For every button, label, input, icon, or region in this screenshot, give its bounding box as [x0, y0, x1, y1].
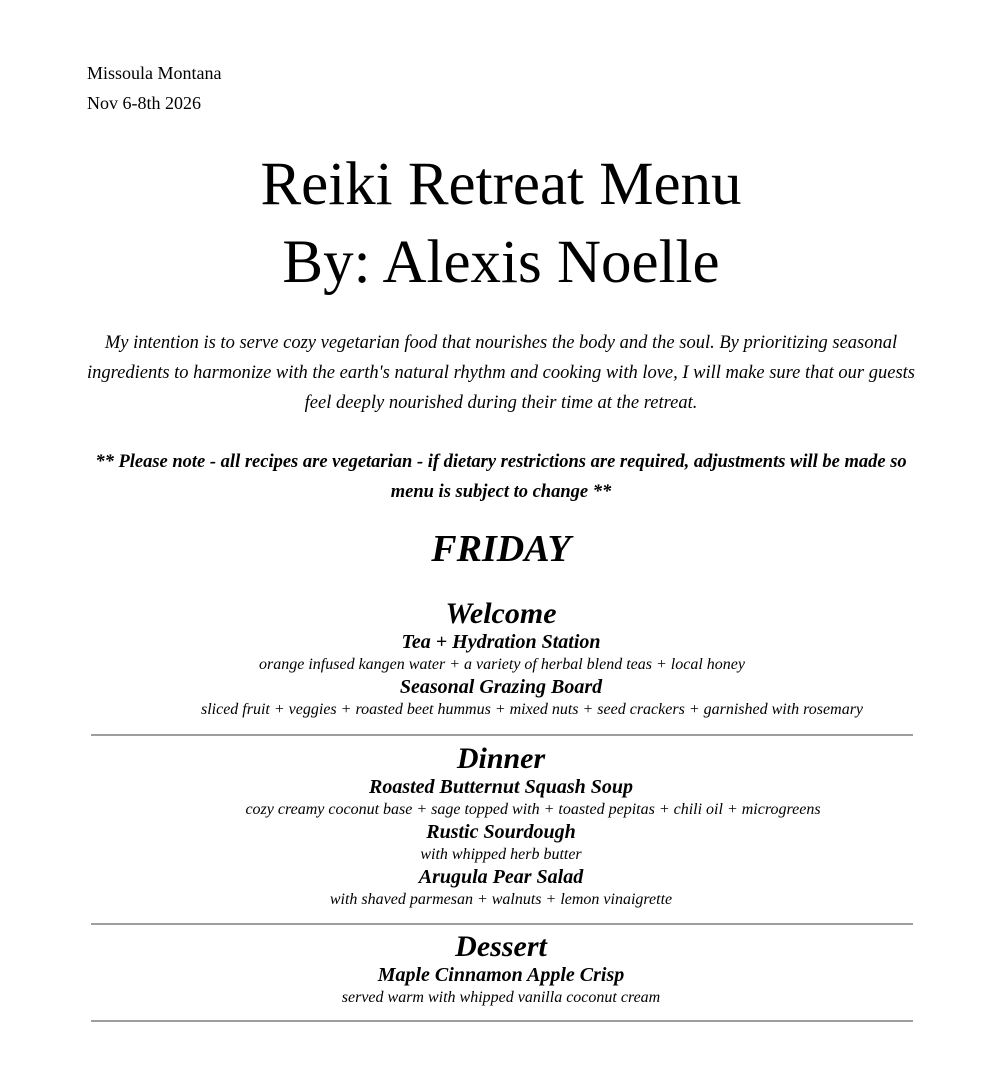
intention-statement: My intention is to serve cozy vegetarian food that nourishes the body and the soul. By prioritizing seasonal ingredients to harmonize with the earth's natural rhythm and cooking with love, I will make sure that our guests feel deeply nourished during their time at the retreat.: [86, 333, 915, 413]
menu-item-name: Maple Cinnamon Apple Crisp: [377, 964, 625, 986]
section-divider: [91, 734, 913, 736]
menu-item-name: Arugula Pear Salad: [418, 866, 584, 888]
section-dessert: [0, 930, 1002, 1009]
section-heading: Dinner: [456, 742, 546, 775]
menu-item-description: orange infused kangen water + a variety of herbal blend teas + local honey: [259, 656, 745, 673]
menu-item-description: with whipped herb butter: [420, 846, 582, 863]
section-divider: [91, 1020, 913, 1022]
title-line-menu: Reiki Retreat Menu: [260, 151, 742, 218]
menu-item-name: Tea + Hydration Station: [401, 631, 601, 653]
event-location: Missoula Montana: [87, 63, 222, 83]
event-info: [87, 58, 222, 118]
menu-item-name: Roasted Butternut Squash Soup: [369, 776, 633, 798]
event-dates: Nov 6-8th 2026: [87, 93, 201, 113]
section-dinner: [0, 742, 1002, 911]
menu-item-name: Rustic Sourdough: [426, 821, 576, 843]
menu-item-description: cozy creamy coconut base + sage topped with + toasted pepitas + chili oil + microgreens: [245, 801, 821, 818]
day-heading: FRIDAY: [431, 528, 571, 570]
section-heading: Dessert: [455, 930, 547, 963]
section-welcome: [0, 597, 1002, 721]
dietary-note: ** Please note - all recipes are vegetarian - if dietary restrictions are required, adjustments will be made so menu is subject to change **: [95, 452, 907, 502]
menu-item-description: sliced fruit + veggies + roasted beet hummus + mixed nuts + seed crackers + garnished with rosemary: [200, 701, 864, 718]
menu-item-name: Seasonal Grazing Board: [399, 676, 603, 698]
title-line-author: By: Alexis Noelle: [282, 229, 720, 296]
page-title: [0, 146, 1002, 302]
section-divider: [91, 923, 913, 925]
menu-item-description: with shaved parmesan + walnuts + lemon vinaigrette: [329, 891, 673, 908]
section-heading: Welcome: [445, 597, 557, 630]
menu-item-description: served warm with whipped vanilla coconut cream: [341, 989, 661, 1006]
